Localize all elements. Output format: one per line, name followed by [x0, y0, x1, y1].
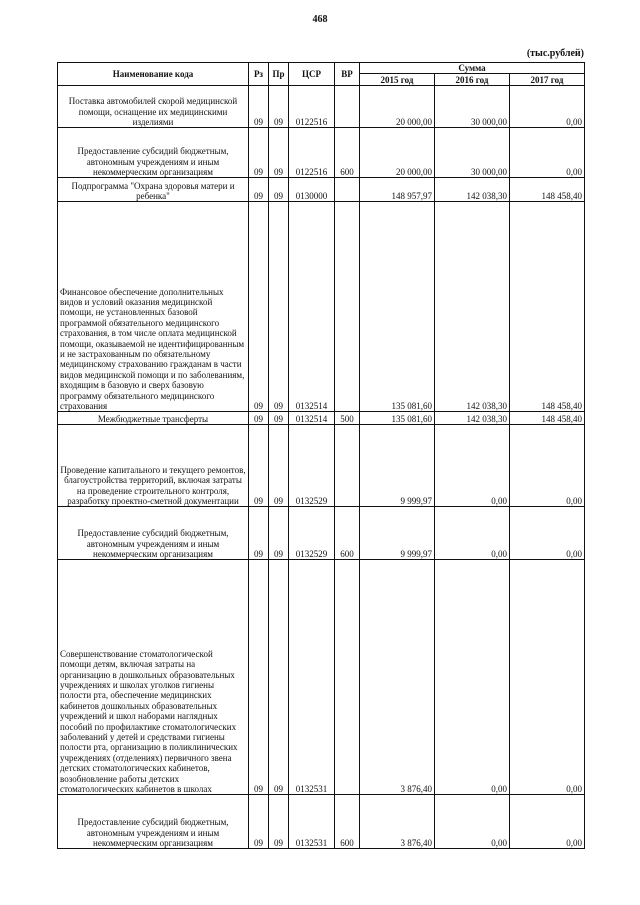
- row-name: Предоставление субсидий бюджетным, автономным учреждениям и иным некоммерческим организациям: [58, 507, 249, 560]
- row-sum-2016: 0,00: [435, 507, 510, 560]
- row-sum-2017: 148 458,40: [510, 412, 585, 425]
- row-name: Поставка автомобилей скорой медицинской помощи, оснащение их медицинскими изделиями: [58, 86, 249, 128]
- row-csr: 0132531: [289, 560, 335, 795]
- row-vr: 600: [335, 128, 360, 178]
- row-sum-2017: 148 458,40: [510, 202, 585, 412]
- row-pr: 09: [269, 560, 289, 795]
- header-vr: ВР: [335, 63, 360, 86]
- row-rz: 09: [249, 202, 269, 412]
- row-name: Проведение капитального и текущего ремонтов, благоустройства территорий, включая затраты на проведение строительного контроля, разработку проектно-сметной документации: [58, 425, 249, 507]
- header-2017: 2017 год: [510, 74, 585, 86]
- header-2015: 2015 год: [360, 74, 435, 86]
- row-rz: 09: [249, 425, 269, 507]
- row-vr: [335, 425, 360, 507]
- row-vr: 600: [335, 507, 360, 560]
- row-vr: [335, 560, 360, 795]
- header-rz: Рз: [249, 63, 269, 86]
- row-sum-2016: 0,00: [435, 795, 510, 849]
- row-sum-2015: 135 081,60: [360, 412, 435, 425]
- row-csr: 0132514: [289, 412, 335, 425]
- row-csr: 0122516: [289, 86, 335, 128]
- header-csr: ЦСР: [289, 63, 335, 86]
- row-csr: 0130000: [289, 178, 335, 202]
- row-sum-2015: 135 081,60: [360, 202, 435, 412]
- header-name: Наименование кода: [58, 63, 249, 86]
- row-rz: 09: [249, 560, 269, 795]
- table-row: [58, 178, 585, 202]
- row-sum-2015: 9 999,97: [360, 507, 435, 560]
- row-vr: [335, 202, 360, 412]
- row-name: Предоставление субсидий бюджетным, автономным учреждениям и иным некоммерческим организациям: [58, 795, 249, 849]
- row-sum-2017: 0,00: [510, 560, 585, 795]
- table-row: [58, 560, 585, 795]
- row-csr: 0122516: [289, 128, 335, 178]
- row-sum-2016: 0,00: [435, 425, 510, 507]
- row-vr: [335, 86, 360, 128]
- row-sum-2015: 148 957,97: [360, 178, 435, 202]
- row-vr: 500: [335, 412, 360, 425]
- row-sum-2017: 0,00: [510, 425, 585, 507]
- row-name: Подпрограмма "Охрана здоровья матери и ребенка": [58, 178, 249, 202]
- header-pr: Пр: [269, 63, 289, 86]
- row-sum-2016: 30 000,00: [435, 86, 510, 128]
- table-row: [58, 412, 585, 425]
- row-rz: 09: [249, 86, 269, 128]
- row-sum-2017: 148 458,40: [510, 178, 585, 202]
- table-row: [58, 425, 585, 507]
- row-sum-2016: 30 000,00: [435, 128, 510, 178]
- row-sum-2015: 3 876,40: [360, 795, 435, 849]
- table-row: [58, 128, 585, 178]
- row-sum-2017: 0,00: [510, 507, 585, 560]
- row-pr: 09: [269, 507, 289, 560]
- row-sum-2016: 0,00: [435, 560, 510, 795]
- row-rz: 09: [249, 507, 269, 560]
- row-pr: 09: [269, 795, 289, 849]
- row-name: Межбюджетные трансферты: [58, 412, 249, 425]
- page-number: 468: [312, 14, 328, 25]
- table-row: [58, 507, 585, 560]
- row-pr: 09: [269, 178, 289, 202]
- row-vr: [335, 178, 360, 202]
- row-csr: 0132531: [289, 795, 335, 849]
- row-sum-2015: 20 000,00: [360, 86, 435, 128]
- row-vr: 600: [335, 795, 360, 849]
- row-sum-2017: 0,00: [510, 86, 585, 128]
- row-pr: 09: [269, 128, 289, 178]
- row-sum-2015: 20 000,00: [360, 128, 435, 178]
- header-2016: 2016 год: [435, 74, 510, 86]
- row-csr: 0132529: [289, 425, 335, 507]
- table-row: [58, 86, 585, 128]
- row-pr: 09: [269, 412, 289, 425]
- row-sum-2017: 0,00: [510, 795, 585, 849]
- row-pr: 09: [269, 202, 289, 412]
- row-sum-2015: 9 999,97: [360, 425, 435, 507]
- row-sum-2016: 142 038,30: [435, 202, 510, 412]
- row-rz: 09: [249, 795, 269, 849]
- budget-table: [57, 62, 585, 849]
- row-sum-2017: 0,00: [510, 128, 585, 178]
- row-csr: 0132529: [289, 507, 335, 560]
- units-label: (тыс.рублей): [526, 48, 584, 59]
- row-rz: 09: [249, 178, 269, 202]
- row-sum-2015: 3 876,40: [360, 560, 435, 795]
- table-row: [58, 202, 585, 412]
- row-csr: 0132514: [289, 202, 335, 412]
- row-pr: 09: [269, 425, 289, 507]
- row-sum-2016: 142 038,30: [435, 178, 510, 202]
- row-sum-2016: 142 038,30: [435, 412, 510, 425]
- row-pr: 09: [269, 86, 289, 128]
- row-name: Совершенствование стоматологической помощи детям, включая затраты на организацию в дошкольных образовательных учреждениях и школах уголков гигиены полости рта, обеспечение медицинских кабинетов дошкольных образовательных учреждений и школ наборами наглядных пособий по профилактике стоматологических заболеваний у детей и средствами гигиены полости рта, организацию в поликлинических учреждениях (отделениях) первичного звена детских стоматологических кабинетов, возобновление работы детских стоматологических кабинетов в школах: [58, 560, 249, 795]
- table-row: [58, 795, 585, 849]
- row-name: Предоставление субсидий бюджетным, автономным учреждениям и иным некоммерческим организациям: [58, 128, 249, 178]
- row-name: Финансовое обеспечение дополнительных видов и условий оказания медицинской помощи, не установленных базовой программой обязательного медицинского страхования, в том числе оплата медицинской помощи, оказываемой не идентифицированным и не застрахованным по обязательному медицинскому страхованию гражданам в части видов медицинской помощи и по заболеваниям, входящим в базовую и сверх базовую программу обязательного медицинского страхования: [58, 202, 249, 412]
- row-rz: 09: [249, 412, 269, 425]
- row-rz: 09: [249, 128, 269, 178]
- header-sum: Сумма: [360, 63, 585, 74]
